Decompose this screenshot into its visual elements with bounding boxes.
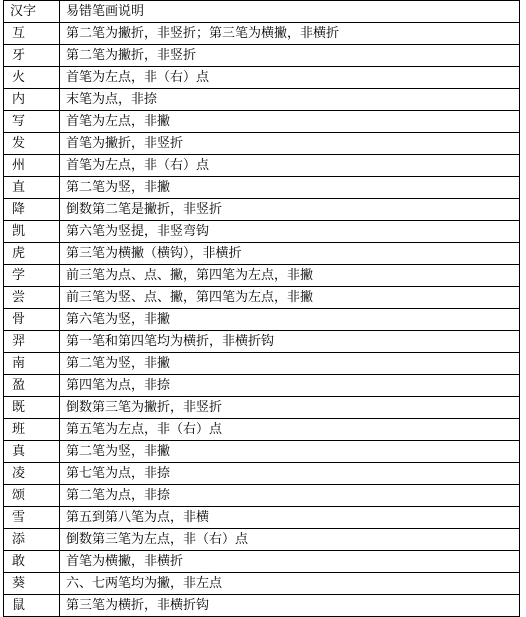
character-cell: 班 [4, 419, 60, 441]
document-sheet [3, 0, 519, 617]
description-cell: 首笔为左点，非（右）点 [60, 67, 520, 89]
table-row [4, 89, 520, 111]
table-row [4, 331, 520, 353]
description-cell: 第二笔为点，非捺 [60, 485, 520, 507]
table-row [4, 23, 520, 45]
character-cell: 火 [4, 67, 60, 89]
table-row [4, 485, 520, 507]
description-cell: 倒数第二笔是撇折，非竖折 [60, 199, 520, 221]
table-row [4, 595, 520, 617]
table-row [4, 551, 520, 573]
description-cell: 首笔为左点，非（右）点 [60, 155, 520, 177]
description-cell: 六、七两笔均为撇，非左点 [60, 573, 520, 595]
table-row [4, 177, 520, 199]
table-row [4, 155, 520, 177]
stroke-error-table [3, 0, 520, 617]
character-cell: 鼠 [4, 595, 60, 617]
table-header-row [4, 1, 520, 23]
character-cell: 骨 [4, 309, 60, 331]
description-cell: 第三笔为横折，非横折钩 [60, 595, 520, 617]
description-cell: 第五到第八笔为点，非横 [60, 507, 520, 529]
table-row [4, 419, 520, 441]
description-cell: 前三笔为点、点、撇，第四笔为左点，非撇 [60, 265, 520, 287]
table-row [4, 221, 520, 243]
description-cell: 第七笔为点，非捺 [60, 463, 520, 485]
character-cell: 既 [4, 397, 60, 419]
description-cell: 倒数第三笔为左点，非（右）点 [60, 529, 520, 551]
character-cell: 牙 [4, 45, 60, 67]
description-cell: 第二笔为竖，非撇 [60, 177, 520, 199]
character-cell: 互 [4, 23, 60, 45]
description-cell: 倒数第三笔为撇折，非竖折 [60, 397, 520, 419]
description-cell: 第六笔为竖，非撇 [60, 309, 520, 331]
table-row [4, 507, 520, 529]
character-cell: 南 [4, 353, 60, 375]
table-row [4, 353, 520, 375]
table-row [4, 45, 520, 67]
description-cell: 第五笔为左点，非（右）点 [60, 419, 520, 441]
character-cell: 内 [4, 89, 60, 111]
character-cell: 州 [4, 155, 60, 177]
table-row [4, 529, 520, 551]
character-cell: 葵 [4, 573, 60, 595]
character-cell: 雪 [4, 507, 60, 529]
character-cell: 凌 [4, 463, 60, 485]
character-cell: 学 [4, 265, 60, 287]
table-row [4, 265, 520, 287]
table-row [4, 67, 520, 89]
description-cell: 首笔为横撇，非横折 [60, 551, 520, 573]
description-cell: 第一笔和第四笔均为横折，非横折钩 [60, 331, 520, 353]
table-row [4, 111, 520, 133]
description-cell: 第六笔为竖提，非竖弯钩 [60, 221, 520, 243]
column-header-character: 汉字 [4, 1, 60, 23]
character-cell: 虎 [4, 243, 60, 265]
table-row [4, 573, 520, 595]
description-cell: 首笔为撇折，非竖折 [60, 133, 520, 155]
character-cell: 羿 [4, 331, 60, 353]
table-row [4, 375, 520, 397]
description-cell: 第三笔为横撇（横钩），非横折 [60, 243, 520, 265]
description-cell: 首笔为左点，非撇 [60, 111, 520, 133]
table-row [4, 243, 520, 265]
character-cell: 发 [4, 133, 60, 155]
description-cell: 第四笔为点，非捺 [60, 375, 520, 397]
character-cell: 降 [4, 199, 60, 221]
character-cell: 凯 [4, 221, 60, 243]
character-cell: 直 [4, 177, 60, 199]
character-cell: 盈 [4, 375, 60, 397]
description-cell: 末笔为点，非捺 [60, 89, 520, 111]
column-header-description: 易错笔画说明 [60, 1, 520, 23]
table-row [4, 287, 520, 309]
character-cell: 写 [4, 111, 60, 133]
character-cell: 敢 [4, 551, 60, 573]
description-cell: 第二笔为撇折，非竖折 [60, 45, 520, 67]
table-row [4, 199, 520, 221]
table-row [4, 397, 520, 419]
character-cell: 添 [4, 529, 60, 551]
character-cell: 颂 [4, 485, 60, 507]
table-row [4, 463, 520, 485]
character-cell: 尝 [4, 287, 60, 309]
table-row [4, 133, 520, 155]
table-row [4, 441, 520, 463]
table-row [4, 309, 520, 331]
description-cell: 第二笔为竖，非撇 [60, 441, 520, 463]
description-cell: 前三笔为竖、点、撇，第四笔为左点，非撇 [60, 287, 520, 309]
description-cell: 第二笔为撇折，非竖折；第三笔为横撇，非横折 [60, 23, 520, 45]
character-cell: 真 [4, 441, 60, 463]
description-cell: 第二笔为竖，非撇 [60, 353, 520, 375]
